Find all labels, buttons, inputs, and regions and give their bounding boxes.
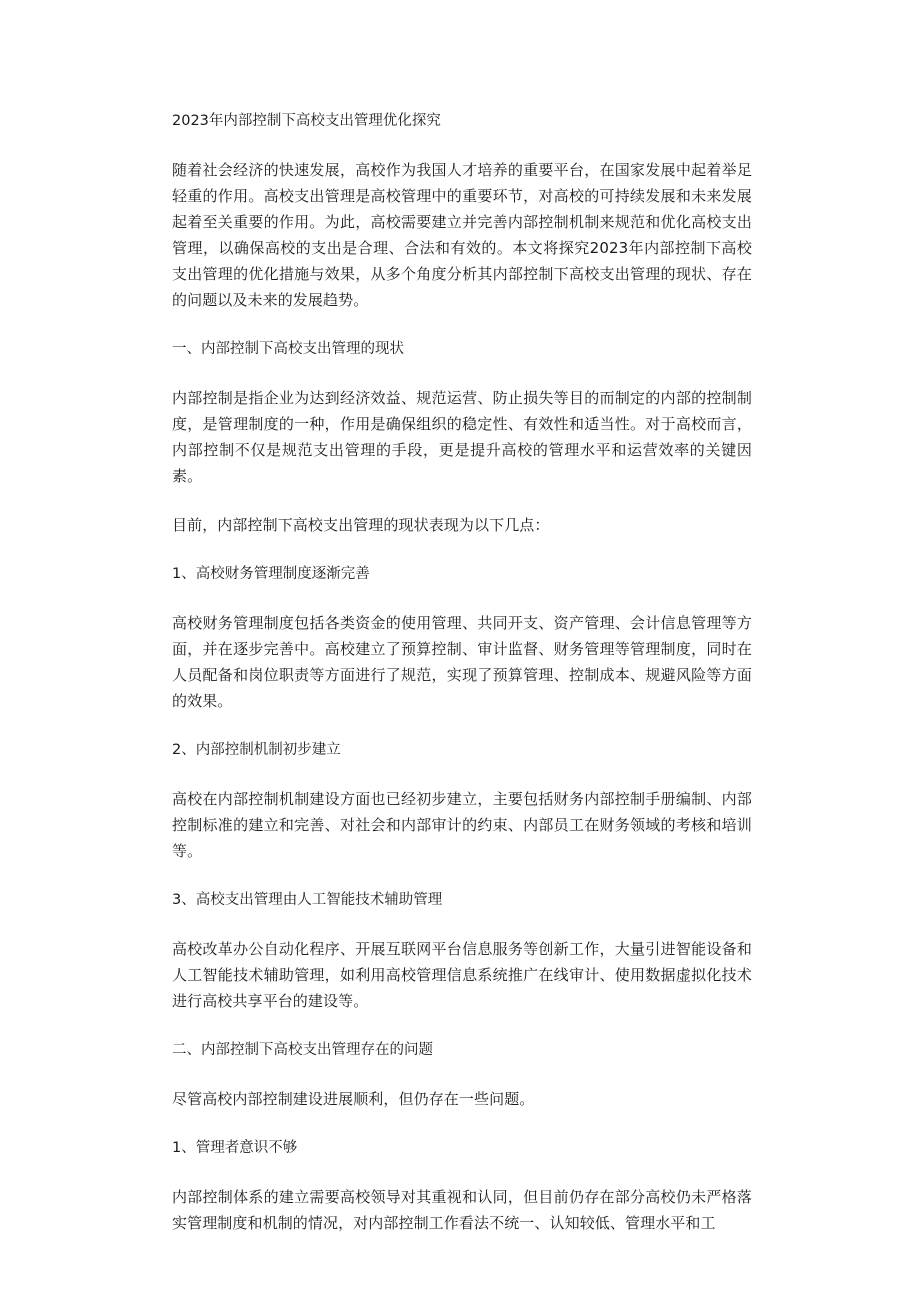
paragraph-finance-system: 高校财务管理制度包括各类资金的使用管理、共同开支、资产管理、会计信息管理等方面，并在逐步完善中。高校建立了预算控制、审计监督、财务管理等管理制度，同时在人员配备和岗位职责等方面进行了规范，实现了预算管理、控制成本、规避风险等方面的效果。 [172,614,752,710]
paragraph-problems-intro: 尽管高校内部控制建设进展顺利，但仍存在一些问题。 [172,1090,535,1108]
paragraph-internal-control-definition: 内部控制是指企业为达到经济效益、规范运营、防止损失等目的而制定的内部的控制制度，是管理制度的一种，作用是确保组织的稳定性、有效性和适当性。对于高校而言，内部控制不仅是规范支出管理的手段，更是提升高校的管理水平和运营效率的关键因素。 [172,389,752,485]
paragraph-management-awareness: 内部控制体系的建立需要高校领导对其重视和认同，但目前仍存在部分高校仍未严格落实管理制度和机制的情况，对内部控制工作看法不统一、认知较低、管理水平和工 [172,1188,752,1232]
paragraph-control-mechanism: 高校在内部控制机制建设方面也已经初步建立，主要包括财务内部控制手册编制、内部控制标准的建立和完善、对社会和内部审计的约束、内部员工在财务领域的考核和培训等。 [172,790,752,860]
document-title: 2023年内部控制下高校支出管理优化探究 [172,113,441,129]
section-heading-current-status: 一、内部控制下高校支出管理的现状 [172,341,404,357]
subheading-ai-assisted: 3、高校支出管理由人工智能技术辅助管理 [172,892,443,908]
paragraph-status-intro: 目前，内部控制下高校支出管理的现状表现为以下几点： [172,516,550,534]
subheading-management-awareness: 1、管理者意识不够 [172,1140,298,1156]
subheading-finance-system: 1、高校财务管理制度逐渐完善 [172,566,370,582]
paragraph-ai-assisted: 高校改革办公自动化程序、开展互联网平台信息服务等创新工作，大量引进智能设备和人工智能技术辅助管理，如利用高校管理信息系统推广在线审计、使用数据虚拟化技术进行高校共享平台的建设等。 [172,940,752,1010]
section-heading-problems: 二、内部控制下高校支出管理存在的问题 [172,1042,433,1058]
document-body [172,108,752,1259]
subheading-control-mechanism: 2、内部控制机制初步建立 [172,742,341,758]
intro-paragraph: 随着社会经济的快速发展，高校作为我国人才培养的重要平台，在国家发展中起着举足轻重的作用。高校支出管理是高校管理中的重要环节，对高校的可持续发展和未来发展起着至关重要的作用。为此，高校需要建立并完善内部控制机制来规范和优化高校支出管理，以确保高校的支出是合理、合法和有效的。本文将探究2023年内部控制下高校支出管理的优化措施与效果，从多个角度分析其内部控制下高校支出管理的现状、存在的问题以及未来的发展趋势。 [172,161,752,309]
